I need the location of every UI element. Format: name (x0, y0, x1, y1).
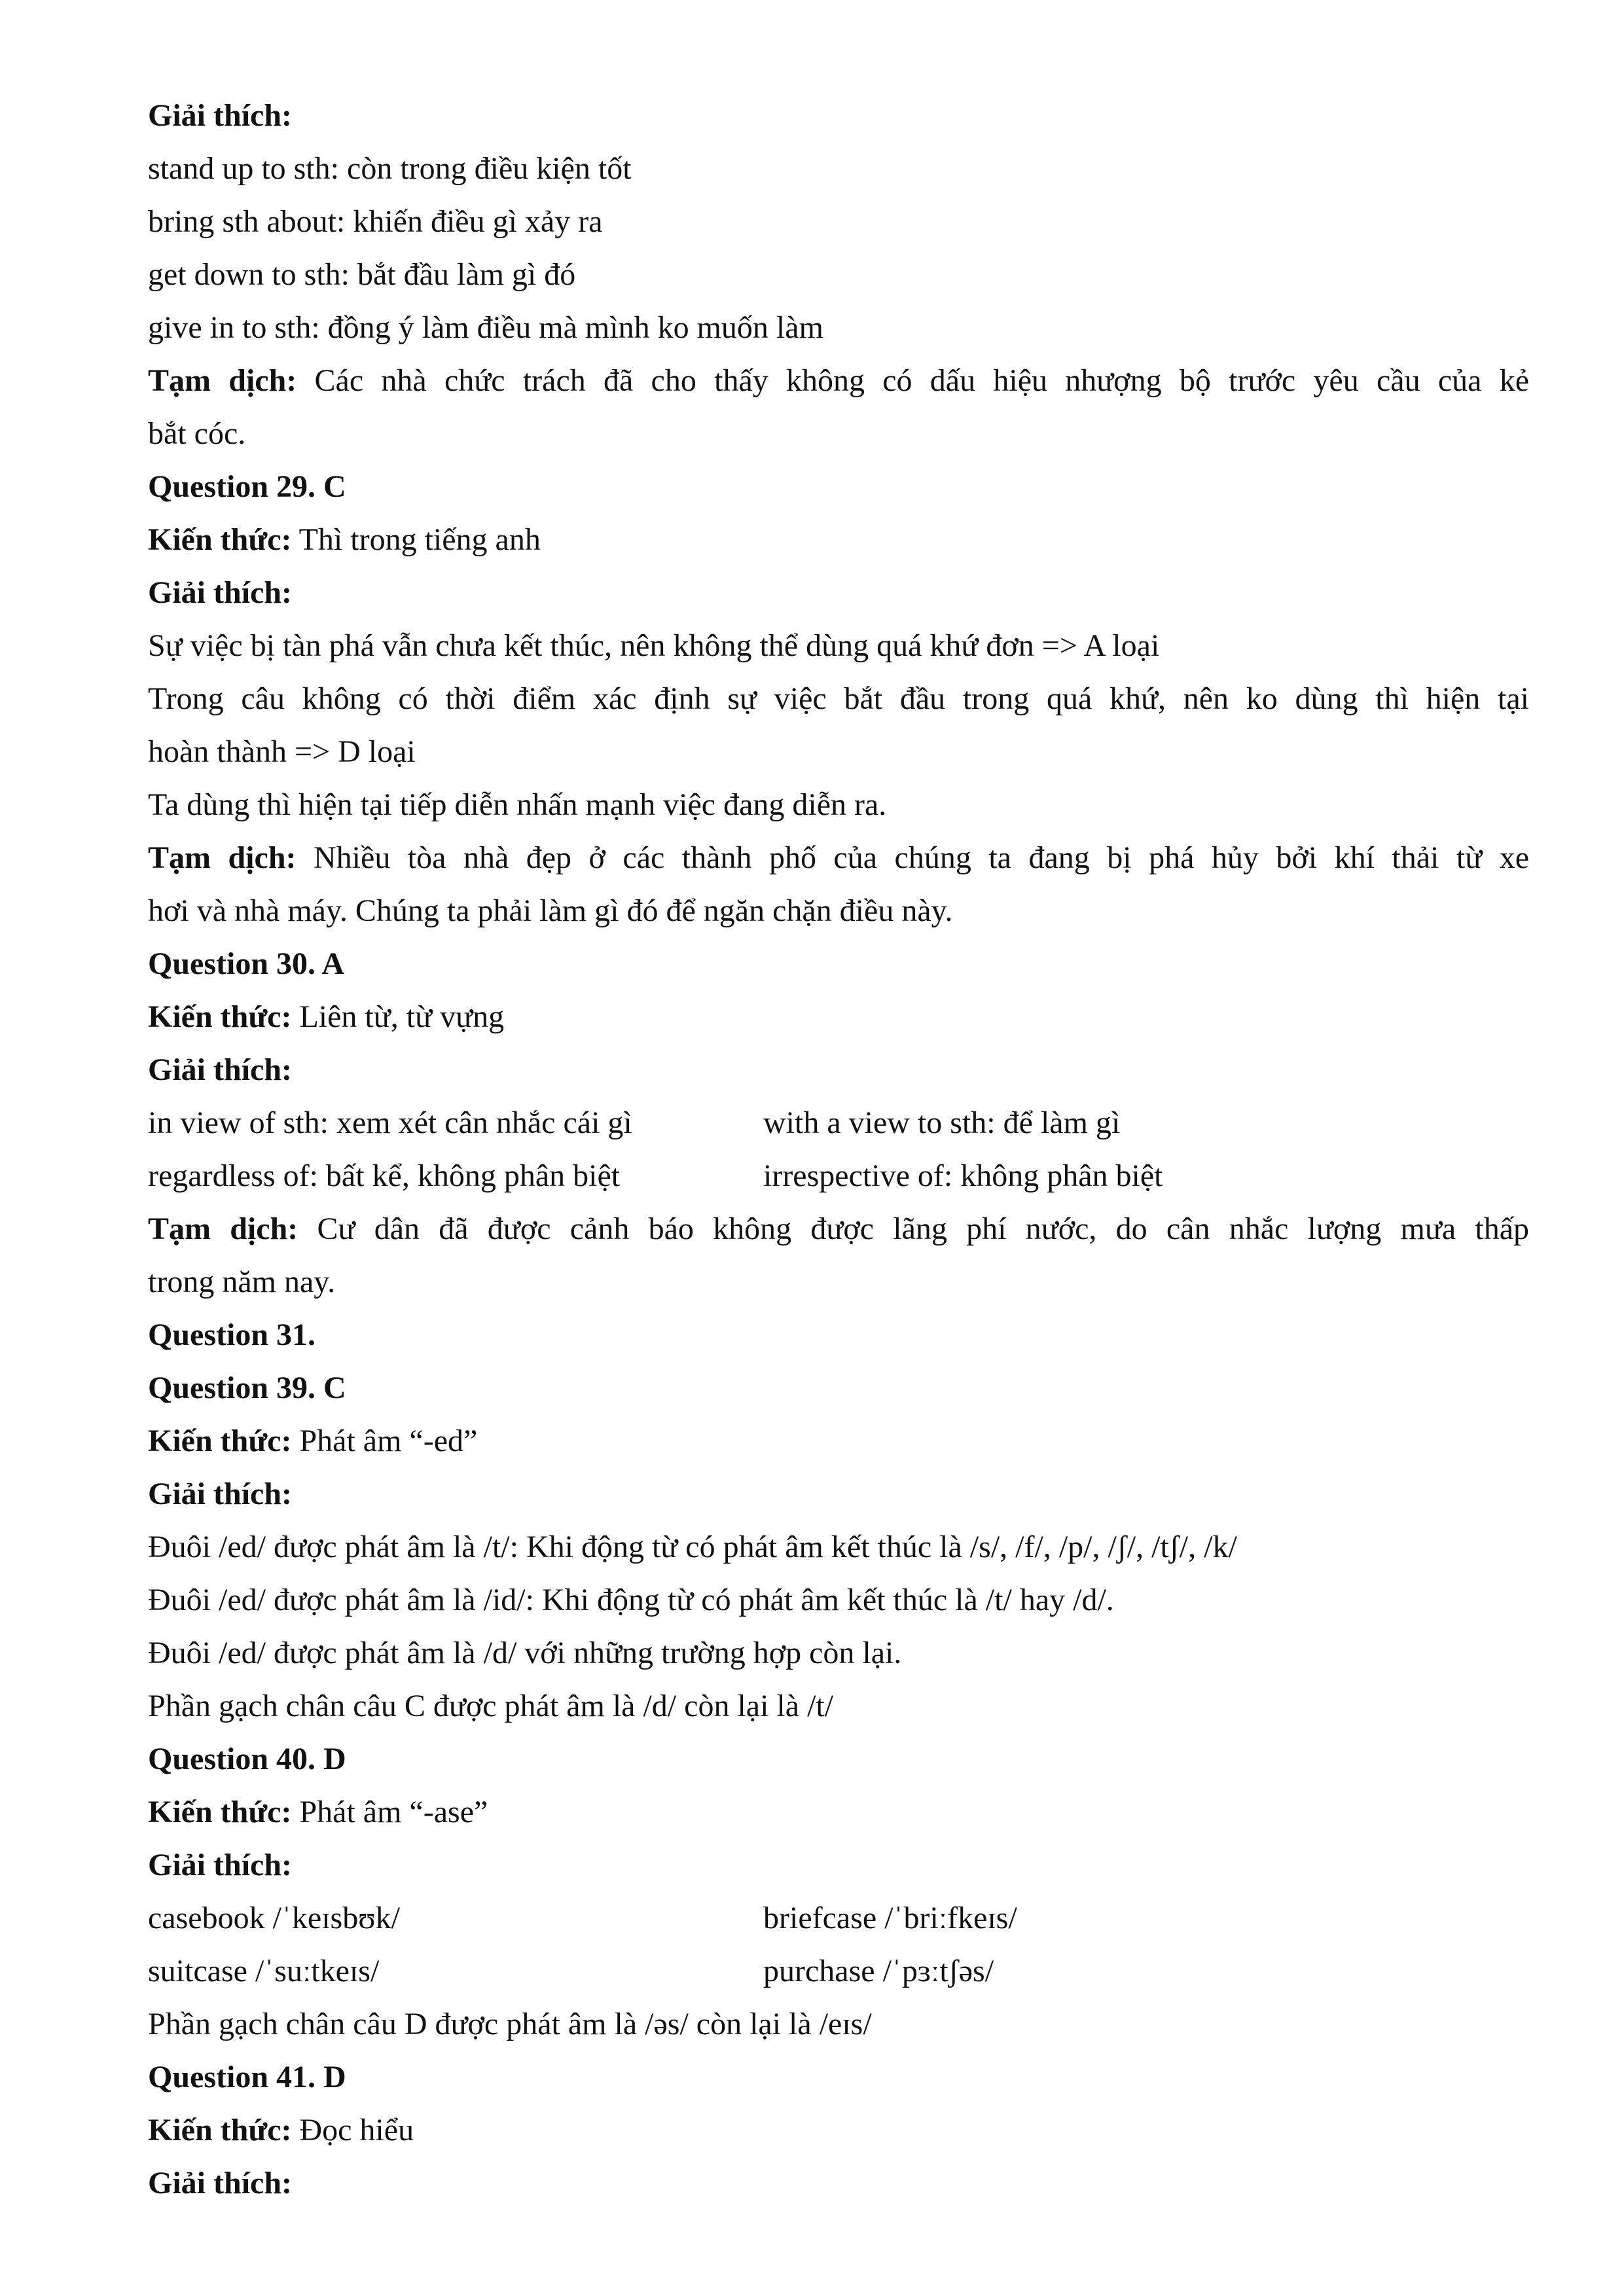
kien-thuc-line (148, 1785, 1529, 1839)
kien-thuc-line (148, 990, 1529, 1043)
vocab-line: give in to sth: đồng ý làm điều mà mình ko muốn làm (148, 310, 823, 345)
vocab-row (148, 1096, 1529, 1149)
kien-thuc-text: Phát âm “-ase” (299, 1795, 488, 1829)
giai-thich-heading: Giải thích: (148, 98, 293, 133)
kien-thuc-text: Phát âm “-ed” (299, 1424, 478, 1458)
giai-thich-heading: Giải thích: (148, 2166, 293, 2200)
kien-thuc-label: Kiến thức: (148, 1795, 292, 1829)
kien-thuc-label: Kiến thức: (148, 2113, 292, 2147)
question-title: Question 30. A (148, 946, 345, 981)
vocab-row (148, 1149, 1529, 1202)
tam-dich-text: Cư dân đã được cảnh báo không được lãng phí nước, do cân nhắc lượng mưa thấp (317, 1211, 1529, 1246)
vocab-cell: regardless of: bất kể, không phân biệt (148, 1158, 621, 1193)
question-title: Question 40. D (148, 1742, 346, 1776)
vocab-line: bring sth about: khiến điều gì xảy ra (148, 204, 603, 239)
question-title: Question 31. (148, 1318, 316, 1352)
kien-thuc-label: Kiến thức: (148, 522, 292, 557)
giai-thich-heading: Giải thích: (148, 1477, 293, 1511)
explanation-line: Phần gạch chân câu D được phát âm là /əs/ còn lại là /eɪs/ (148, 2007, 872, 2041)
pronunciation-cell: briefcase /ˈbriːfkeɪs/ (763, 1901, 1017, 1935)
pronunciation-row (148, 1892, 1529, 1945)
tam-dich-paragraph (148, 831, 1529, 884)
tam-dich-text: Nhiều tòa nhà đẹp ở các thành phố của chúng ta đang bị phá hủy bởi khí thải từ xe (314, 840, 1529, 875)
tam-dich-label: Tạm dịch: (148, 363, 297, 398)
tam-dich-paragraph (148, 1202, 1529, 1255)
explanation-line: Đuôi /ed/ được phát âm là /t/: Khi động từ có phát âm kết thúc là /s/, /f/, /p/, /ʃ/, /tʃ/, /k/ (148, 1530, 1237, 1564)
tam-dich-label: Tạm dịch: (148, 1211, 298, 1246)
kien-thuc-text: Liên từ, từ vựng (299, 999, 505, 1034)
pronunciation-cell: purchase /ˈpɜːtʃəs/ (763, 1954, 994, 1988)
explanation-line: Sự việc bị tàn phá vẫn chưa kết thúc, nên không thể dùng quá khứ đơn => A loại (148, 628, 1160, 663)
pronunciation-cell: suitcase /ˈsuːtkeɪs/ (148, 1954, 380, 1988)
giai-thich-heading: Giải thích: (148, 1052, 293, 1087)
vocab-line: stand up to sth: còn trong điều kiện tốt (148, 151, 632, 186)
kien-thuc-text: Đọc hiểu (299, 2113, 414, 2147)
kien-thuc-label: Kiến thức: (148, 1424, 292, 1458)
kien-thuc-text: Thì trong tiếng anh (298, 522, 541, 557)
explanation-line: Đuôi /ed/ được phát âm là /d/ với những trường hợp còn lại. (148, 1636, 902, 1670)
vocab-cell: irrespective of: không phân biệt (763, 1158, 1163, 1193)
pronunciation-cell: casebook /ˈkeɪsbʊk/ (148, 1901, 400, 1935)
pronunciation-row (148, 1945, 1529, 1998)
tam-dich-text-cont: trong năm nay. (148, 1265, 336, 1299)
answer-explanations (148, 89, 1529, 2210)
tam-dich-text: Các nhà chức trách đã cho thấy không có dấu hiệu nhượng bộ trước yêu cầu của kẻ (314, 363, 1529, 398)
tam-dich-text-cont: hơi và nhà máy. Chúng ta phải làm gì đó để ngăn chặn điều này. (148, 893, 953, 928)
explanation-line: Ta dùng thì hiện tại tiếp diễn nhấn mạnh việc đang diễn ra. (148, 787, 887, 822)
giai-thich-heading: Giải thích: (148, 575, 293, 610)
vocab-cell: in view of sth: xem xét cân nhắc cái gì (148, 1105, 632, 1140)
kien-thuc-line (148, 1414, 1529, 1467)
tam-dich-paragraph (148, 354, 1529, 407)
question-title: Question 41. D (148, 2060, 346, 2094)
explanation-line: Trong câu không có thời điểm xác định sự việc bắt đầu trong quá khứ, nên ko dùng thì hiện tại (148, 681, 1529, 716)
giai-thich-heading: Giải thích: (148, 1848, 293, 1882)
tam-dich-label: Tạm dịch: (148, 840, 297, 875)
explanation-line: Đuôi /ed/ được phát âm là /id/: Khi động từ có phát âm kết thúc là /t/ hay /d/. (148, 1583, 1114, 1617)
tam-dich-text-cont: bắt cóc. (148, 416, 246, 451)
explanation-line: hoàn thành => D loại (148, 734, 416, 769)
kien-thuc-label: Kiến thức: (148, 999, 292, 1034)
question-title: Question 29. C (148, 469, 346, 504)
question-title: Question 39. C (148, 1371, 346, 1405)
kien-thuc-line (148, 2104, 1529, 2157)
kien-thuc-line (148, 513, 1529, 566)
vocab-line: get down to sth: bắt đầu làm gì đó (148, 257, 576, 292)
explanation-line: Phần gạch chân câu C được phát âm là /d/ còn lại là /t/ (148, 1689, 834, 1723)
vocab-cell: with a view to sth: để làm gì (763, 1105, 1121, 1140)
